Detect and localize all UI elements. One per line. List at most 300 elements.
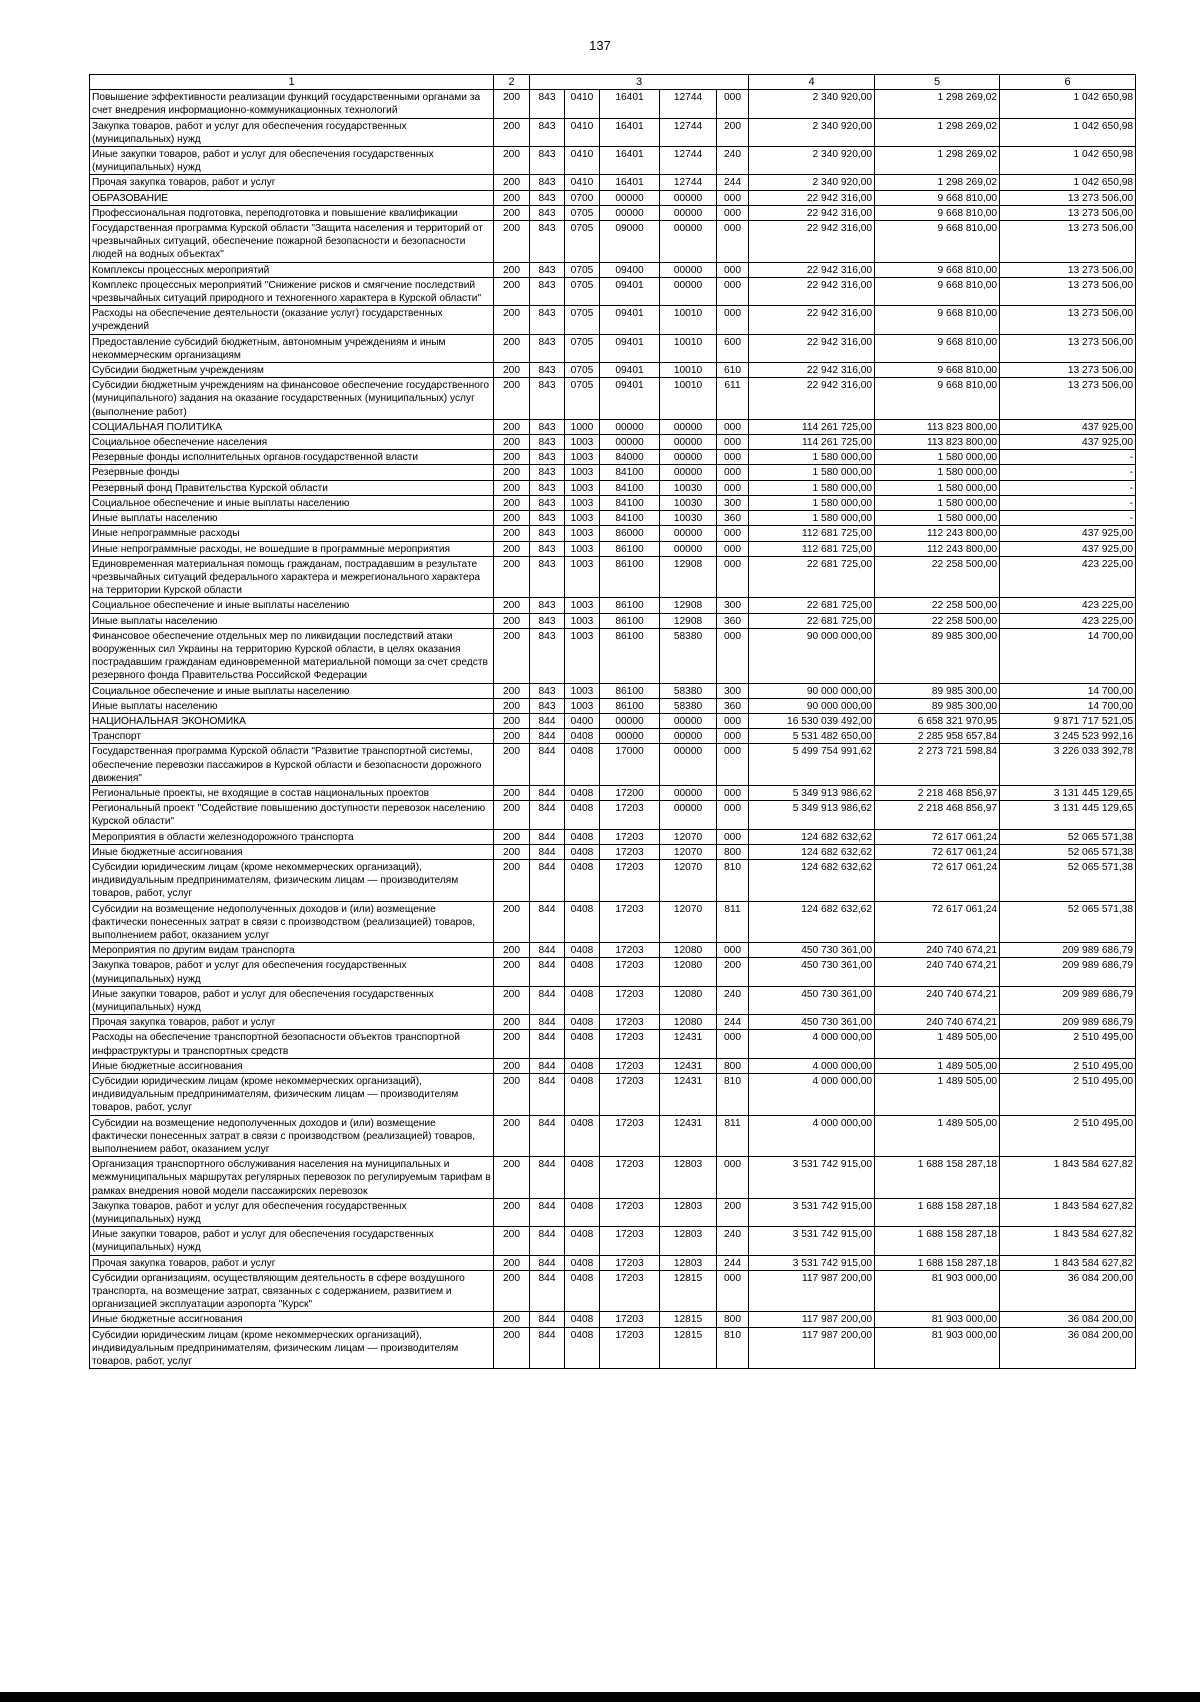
row-name: СОЦИАЛЬНАЯ ПОЛИТИКА — [90, 419, 494, 434]
amount-planned: 4 000 000,00 — [749, 1074, 875, 1116]
table-row — [90, 683, 1136, 698]
code-expense-type: 244 — [717, 175, 749, 190]
table-row — [90, 801, 1136, 829]
amount-remaining: 1 042 650,98 — [1000, 118, 1136, 146]
code-ministry: 844 — [530, 1015, 565, 1030]
row-name: Комплекс процессных мероприятий "Снижение рисков и смягчение последствий чрезвычайных ситуаций природного и техногенного характера в Курской области" — [90, 277, 494, 305]
amount-executed: 9 668 810,00 — [875, 306, 1000, 334]
row-name: ОБРАЗОВАНИЕ — [90, 190, 494, 205]
code-subsection: 0408 — [565, 785, 600, 800]
amount-planned: 2 340 920,00 — [749, 118, 875, 146]
code-subsection: 1003 — [565, 495, 600, 510]
code-expense-type: 811 — [717, 1115, 749, 1157]
code-section: 200 — [494, 801, 530, 829]
code-expense-type: 200 — [717, 958, 749, 986]
amount-remaining: 52 065 571,38 — [1000, 859, 1136, 901]
code-direction: 00000 — [660, 541, 717, 556]
amount-executed: 81 903 000,00 — [875, 1312, 1000, 1327]
amount-planned: 124 682 632,62 — [749, 859, 875, 901]
code-direction: 10010 — [660, 363, 717, 378]
table-row — [90, 901, 1136, 943]
row-name: Прочая закупка товаров, работ и услуг — [90, 1255, 494, 1270]
amount-remaining: - — [1000, 450, 1136, 465]
code-subsection: 0705 — [565, 221, 600, 263]
code-program: 17203 — [600, 829, 660, 844]
code-ministry: 844 — [530, 986, 565, 1014]
table-row — [90, 844, 1136, 859]
amount-planned: 124 682 632,62 — [749, 901, 875, 943]
code-direction: 00000 — [660, 419, 717, 434]
code-section: 200 — [494, 262, 530, 277]
code-ministry: 844 — [530, 958, 565, 986]
code-section: 200 — [494, 90, 530, 118]
code-subsection: 0705 — [565, 363, 600, 378]
amount-executed: 1 580 000,00 — [875, 495, 1000, 510]
code-expense-type: 200 — [717, 118, 749, 146]
amount-executed: 240 740 674,21 — [875, 943, 1000, 958]
code-expense-type: 244 — [717, 1255, 749, 1270]
amount-executed: 81 903 000,00 — [875, 1270, 1000, 1312]
row-name: Резервные фонды — [90, 465, 494, 480]
code-subsection: 1003 — [565, 526, 600, 541]
row-name: Расходы на обеспечение деятельности (оказание услуг) государственных учреждений — [90, 306, 494, 334]
code-section: 200 — [494, 363, 530, 378]
code-direction: 58380 — [660, 698, 717, 713]
code-section: 200 — [494, 785, 530, 800]
code-direction: 00000 — [660, 277, 717, 305]
code-direction: 12908 — [660, 613, 717, 628]
code-ministry: 844 — [530, 1327, 565, 1369]
code-direction: 12080 — [660, 943, 717, 958]
amount-remaining: 9 871 717 521,05 — [1000, 713, 1136, 728]
amount-remaining: - — [1000, 465, 1136, 480]
code-direction: 00000 — [660, 221, 717, 263]
amount-executed: 1 489 505,00 — [875, 1115, 1000, 1157]
code-ministry: 844 — [530, 1074, 565, 1116]
code-direction: 12431 — [660, 1030, 717, 1058]
code-expense-type: 000 — [717, 465, 749, 480]
row-name: Социальное обеспечение и иные выплаты населению — [90, 683, 494, 698]
amount-remaining: 3 131 445 129,65 — [1000, 785, 1136, 800]
code-section: 200 — [494, 277, 530, 305]
table-row — [90, 744, 1136, 786]
amount-executed: 1 298 269,02 — [875, 118, 1000, 146]
table-row — [90, 1227, 1136, 1255]
row-name: Социальное обеспечение и иные выплаты населению — [90, 598, 494, 613]
code-ministry: 844 — [530, 744, 565, 786]
code-program: 09401 — [600, 334, 660, 362]
code-expense-type: 800 — [717, 844, 749, 859]
amount-planned: 90 000 000,00 — [749, 698, 875, 713]
amount-remaining: 52 065 571,38 — [1000, 829, 1136, 844]
code-expense-type: 000 — [717, 628, 749, 683]
code-expense-type: 810 — [717, 859, 749, 901]
code-section: 200 — [494, 306, 530, 334]
code-expense-type: 000 — [717, 541, 749, 556]
code-direction: 10030 — [660, 495, 717, 510]
code-program: 17200 — [600, 785, 660, 800]
row-name: Прочая закупка товаров, работ и услуг — [90, 175, 494, 190]
amount-planned: 3 531 742 915,00 — [749, 1255, 875, 1270]
amount-executed: 1 580 000,00 — [875, 480, 1000, 495]
row-name: Предоставление субсидий бюджетным, автономным учреждениям и иным некоммерческим организациям — [90, 334, 494, 362]
amount-remaining: 209 989 686,79 — [1000, 1015, 1136, 1030]
code-direction: 10030 — [660, 480, 717, 495]
table-row — [90, 1255, 1136, 1270]
amount-planned: 1 580 000,00 — [749, 450, 875, 465]
code-direction: 58380 — [660, 628, 717, 683]
code-program: 17203 — [600, 1074, 660, 1116]
code-subsection: 0408 — [565, 844, 600, 859]
code-subsection: 0705 — [565, 262, 600, 277]
code-program: 84100 — [600, 480, 660, 495]
table-row — [90, 943, 1136, 958]
row-name: Субсидии организациям, осуществляющим деятельность в сфере воздушного транспорта, на возмещение затрат, связанных с содержанием, развитием и организацией эксплуатации аэропорта "Курск" — [90, 1270, 494, 1312]
table-row — [90, 541, 1136, 556]
code-program: 17203 — [600, 1255, 660, 1270]
amount-remaining: 3 131 445 129,65 — [1000, 801, 1136, 829]
code-expense-type: 000 — [717, 713, 749, 728]
amount-executed: 72 617 061,24 — [875, 901, 1000, 943]
scan-bottom-edge — [0, 1692, 1200, 1702]
code-section: 200 — [494, 190, 530, 205]
code-ministry: 843 — [530, 205, 565, 220]
code-expense-type: 200 — [717, 1198, 749, 1226]
header-row — [90, 75, 1136, 90]
row-name: Закупка товаров, работ и услуг для обеспечения государственных (муниципальных) нужд — [90, 1198, 494, 1226]
amount-remaining: - — [1000, 511, 1136, 526]
table-row — [90, 190, 1136, 205]
code-direction: 12815 — [660, 1327, 717, 1369]
amount-executed: 1 489 505,00 — [875, 1074, 1000, 1116]
amount-remaining: 2 510 495,00 — [1000, 1058, 1136, 1073]
code-section: 200 — [494, 175, 530, 190]
code-direction: 12803 — [660, 1198, 717, 1226]
amount-planned: 5 499 754 991,62 — [749, 744, 875, 786]
amount-planned: 1 580 000,00 — [749, 465, 875, 480]
code-expense-type: 000 — [717, 1270, 749, 1312]
table-row — [90, 1115, 1136, 1157]
amount-planned: 22 942 316,00 — [749, 262, 875, 277]
code-subsection: 0408 — [565, 801, 600, 829]
code-program: 86000 — [600, 526, 660, 541]
code-program: 17203 — [600, 1270, 660, 1312]
code-section: 200 — [494, 1115, 530, 1157]
code-subsection: 0408 — [565, 1115, 600, 1157]
amount-executed: 9 668 810,00 — [875, 277, 1000, 305]
amount-executed: 72 617 061,24 — [875, 859, 1000, 901]
code-section: 200 — [494, 1015, 530, 1030]
amount-executed: 6 658 321 970,95 — [875, 713, 1000, 728]
code-ministry: 844 — [530, 801, 565, 829]
code-expense-type: 244 — [717, 1015, 749, 1030]
amount-planned: 3 531 742 915,00 — [749, 1198, 875, 1226]
amount-planned: 1 580 000,00 — [749, 480, 875, 495]
code-ministry: 844 — [530, 729, 565, 744]
code-direction: 00000 — [660, 435, 717, 450]
row-name: Мероприятия по другим видам транспорта — [90, 943, 494, 958]
amount-planned: 117 987 200,00 — [749, 1312, 875, 1327]
code-ministry: 843 — [530, 419, 565, 434]
code-section: 200 — [494, 1312, 530, 1327]
amount-executed: 1 688 158 287,18 — [875, 1198, 1000, 1226]
code-subsection: 0408 — [565, 1074, 600, 1116]
table-row — [90, 1327, 1136, 1369]
code-subsection: 0410 — [565, 118, 600, 146]
code-subsection: 0400 — [565, 713, 600, 728]
code-subsection: 0700 — [565, 190, 600, 205]
code-subsection: 0705 — [565, 277, 600, 305]
amount-remaining: 13 273 506,00 — [1000, 306, 1136, 334]
code-subsection: 0408 — [565, 1058, 600, 1073]
code-section: 200 — [494, 541, 530, 556]
amount-remaining: 13 273 506,00 — [1000, 205, 1136, 220]
amount-remaining: 209 989 686,79 — [1000, 943, 1136, 958]
code-program: 17203 — [600, 844, 660, 859]
table-row — [90, 1198, 1136, 1226]
code-program: 09401 — [600, 306, 660, 334]
code-program: 86100 — [600, 613, 660, 628]
code-direction: 10030 — [660, 511, 717, 526]
amount-executed: 240 740 674,21 — [875, 986, 1000, 1014]
amount-planned: 4 000 000,00 — [749, 1030, 875, 1058]
budget-table — [89, 74, 1136, 1369]
amount-remaining: 1 843 584 627,82 — [1000, 1198, 1136, 1226]
row-name: Субсидии на возмещение недополученных доходов и (или) возмещение фактически понесенных затрат в связи с производством (реализацией) товаров, выполнением работ, оказанием услуг — [90, 901, 494, 943]
code-subsection: 0408 — [565, 1270, 600, 1312]
amount-executed: 1 688 158 287,18 — [875, 1157, 1000, 1199]
code-expense-type: 360 — [717, 511, 749, 526]
code-program: 00000 — [600, 729, 660, 744]
code-section: 200 — [494, 480, 530, 495]
row-name: Иные выплаты населению — [90, 698, 494, 713]
amount-remaining: 1 843 584 627,82 — [1000, 1227, 1136, 1255]
code-ministry: 844 — [530, 1270, 565, 1312]
code-section: 200 — [494, 1074, 530, 1116]
amount-remaining: 1 843 584 627,82 — [1000, 1255, 1136, 1270]
code-expense-type: 000 — [717, 729, 749, 744]
amount-planned: 1 580 000,00 — [749, 511, 875, 526]
code-subsection: 0410 — [565, 175, 600, 190]
code-ministry: 844 — [530, 1255, 565, 1270]
amount-executed: 1 489 505,00 — [875, 1030, 1000, 1058]
code-subsection: 0705 — [565, 334, 600, 362]
amount-executed: 1 688 158 287,18 — [875, 1227, 1000, 1255]
amount-remaining: 36 084 200,00 — [1000, 1270, 1136, 1312]
code-ministry: 843 — [530, 363, 565, 378]
table-row — [90, 958, 1136, 986]
code-section: 200 — [494, 844, 530, 859]
amount-remaining: 14 700,00 — [1000, 628, 1136, 683]
code-ministry: 844 — [530, 859, 565, 901]
amount-planned: 124 682 632,62 — [749, 844, 875, 859]
code-subsection: 0408 — [565, 1015, 600, 1030]
code-subsection: 0408 — [565, 1327, 600, 1369]
amount-executed: 9 668 810,00 — [875, 205, 1000, 220]
row-name: Субсидии на возмещение недополученных доходов и (или) возмещение фактически понесенных затрат в связи с производством (реализацией) товаров, выполнением работ, оказанием услуг — [90, 1115, 494, 1157]
amount-planned: 112 681 725,00 — [749, 541, 875, 556]
code-subsection: 0408 — [565, 859, 600, 901]
code-section: 200 — [494, 1157, 530, 1199]
row-name: Иные непрограммные расходы — [90, 526, 494, 541]
amount-executed: 113 823 800,00 — [875, 419, 1000, 434]
amount-remaining: 52 065 571,38 — [1000, 844, 1136, 859]
amount-planned: 117 987 200,00 — [749, 1327, 875, 1369]
amount-planned: 22 942 316,00 — [749, 190, 875, 205]
amount-planned: 22 942 316,00 — [749, 221, 875, 263]
code-direction: 00000 — [660, 190, 717, 205]
table-row — [90, 118, 1136, 146]
amount-planned: 2 340 920,00 — [749, 175, 875, 190]
row-name: Региональные проекты, не входящие в состав национальных проектов — [90, 785, 494, 800]
code-subsection: 0705 — [565, 306, 600, 334]
code-ministry: 843 — [530, 683, 565, 698]
amount-planned: 22 681 725,00 — [749, 598, 875, 613]
amount-executed: 1 688 158 287,18 — [875, 1255, 1000, 1270]
table-row — [90, 262, 1136, 277]
amount-remaining: 423 225,00 — [1000, 556, 1136, 598]
code-subsection: 0408 — [565, 986, 600, 1014]
code-section: 200 — [494, 698, 530, 713]
amount-remaining: 209 989 686,79 — [1000, 958, 1136, 986]
code-section: 200 — [494, 450, 530, 465]
code-direction: 12070 — [660, 859, 717, 901]
code-direction: 12815 — [660, 1312, 717, 1327]
code-program: 86100 — [600, 683, 660, 698]
amount-executed: 9 668 810,00 — [875, 190, 1000, 205]
amount-executed: 112 243 800,00 — [875, 541, 1000, 556]
row-name: Государственная программа Курской области "Развитие транспортной системы, обеспечение перевозки пассажиров в Курской области и безопасности дорожного движения" — [90, 744, 494, 786]
code-section: 200 — [494, 147, 530, 175]
table-row — [90, 450, 1136, 465]
amount-remaining: 13 273 506,00 — [1000, 190, 1136, 205]
code-expense-type: 000 — [717, 262, 749, 277]
code-expense-type: 360 — [717, 698, 749, 713]
code-program: 09401 — [600, 277, 660, 305]
code-expense-type: 360 — [717, 613, 749, 628]
code-direction: 12080 — [660, 1015, 717, 1030]
amount-executed: 1 298 269,02 — [875, 175, 1000, 190]
code-direction: 12070 — [660, 844, 717, 859]
code-expense-type: 000 — [717, 435, 749, 450]
code-ministry: 843 — [530, 147, 565, 175]
amount-planned: 450 730 361,00 — [749, 986, 875, 1014]
table-row — [90, 277, 1136, 305]
table-row — [90, 378, 1136, 420]
code-section: 200 — [494, 526, 530, 541]
code-ministry: 843 — [530, 262, 565, 277]
table-row — [90, 495, 1136, 510]
code-subsection: 1003 — [565, 598, 600, 613]
code-direction: 12815 — [660, 1270, 717, 1312]
code-subsection: 0408 — [565, 901, 600, 943]
code-ministry: 843 — [530, 190, 565, 205]
row-name: Субсидии бюджетным учреждениям — [90, 363, 494, 378]
code-program: 17203 — [600, 958, 660, 986]
code-ministry: 843 — [530, 698, 565, 713]
code-direction: 00000 — [660, 785, 717, 800]
header-col-2: 2 — [494, 75, 530, 90]
code-program: 17203 — [600, 986, 660, 1014]
code-expense-type: 300 — [717, 495, 749, 510]
amount-planned: 90 000 000,00 — [749, 628, 875, 683]
row-name: Единовременная материальная помощь гражданам, пострадавшим в результате чрезвычайных ситуаций федерального характера и межрегионального характера на территории Курской области — [90, 556, 494, 598]
table-row — [90, 729, 1136, 744]
code-subsection: 1003 — [565, 480, 600, 495]
code-direction: 00000 — [660, 526, 717, 541]
code-direction: 12431 — [660, 1074, 717, 1116]
amount-remaining: 1 042 650,98 — [1000, 90, 1136, 118]
code-program: 86100 — [600, 598, 660, 613]
code-ministry: 844 — [530, 943, 565, 958]
code-section: 200 — [494, 829, 530, 844]
code-program: 17203 — [600, 1030, 660, 1058]
code-expense-type: 000 — [717, 221, 749, 263]
row-name: Иные бюджетные ассигнования — [90, 1312, 494, 1327]
amount-executed: 9 668 810,00 — [875, 334, 1000, 362]
amount-executed: 2 285 958 657,84 — [875, 729, 1000, 744]
code-program: 17203 — [600, 859, 660, 901]
amount-remaining: 437 925,00 — [1000, 419, 1136, 434]
amount-planned: 450 730 361,00 — [749, 943, 875, 958]
code-expense-type: 000 — [717, 306, 749, 334]
table-row — [90, 986, 1136, 1014]
amount-executed: 22 258 500,00 — [875, 598, 1000, 613]
code-ministry: 843 — [530, 334, 565, 362]
code-subsection: 0408 — [565, 1312, 600, 1327]
table-row — [90, 628, 1136, 683]
amount-executed: 89 985 300,00 — [875, 698, 1000, 713]
code-direction: 00000 — [660, 450, 717, 465]
table-row — [90, 419, 1136, 434]
amount-remaining: 13 273 506,00 — [1000, 363, 1136, 378]
table-row — [90, 1030, 1136, 1058]
code-direction: 00000 — [660, 744, 717, 786]
code-section: 200 — [494, 435, 530, 450]
code-section: 200 — [494, 556, 530, 598]
code-direction: 12431 — [660, 1058, 717, 1073]
code-direction: 12080 — [660, 986, 717, 1014]
amount-remaining: 437 925,00 — [1000, 435, 1136, 450]
amount-planned: 22 942 316,00 — [749, 205, 875, 220]
code-expense-type: 240 — [717, 1227, 749, 1255]
amount-executed: 1 580 000,00 — [875, 450, 1000, 465]
row-name: Расходы на обеспечение транспортной безопасности объектов транспортной инфраструктуры и транспортных средств — [90, 1030, 494, 1058]
amount-executed: 1 489 505,00 — [875, 1058, 1000, 1073]
amount-planned: 5 349 913 986,62 — [749, 785, 875, 800]
row-name: Субсидии бюджетным учреждениям на финансовое обеспечение государственного (муниципального) задания на оказание государственных (муниципальных) услуг (выполнение работ) — [90, 378, 494, 420]
code-direction: 12803 — [660, 1157, 717, 1199]
code-subsection: 0408 — [565, 943, 600, 958]
amount-remaining: 437 925,00 — [1000, 541, 1136, 556]
amount-remaining: 423 225,00 — [1000, 598, 1136, 613]
code-program: 00000 — [600, 419, 660, 434]
code-ministry: 843 — [530, 511, 565, 526]
code-expense-type: 611 — [717, 378, 749, 420]
code-direction: 00000 — [660, 713, 717, 728]
code-program: 17203 — [600, 1157, 660, 1199]
code-ministry: 844 — [530, 1115, 565, 1157]
code-direction: 12080 — [660, 958, 717, 986]
code-program: 09400 — [600, 262, 660, 277]
code-subsection: 0408 — [565, 1030, 600, 1058]
code-ministry: 844 — [530, 713, 565, 728]
amount-remaining: 52 065 571,38 — [1000, 901, 1136, 943]
code-direction: 12744 — [660, 175, 717, 190]
code-program: 16401 — [600, 175, 660, 190]
code-expense-type: 000 — [717, 1157, 749, 1199]
code-subsection: 0408 — [565, 744, 600, 786]
